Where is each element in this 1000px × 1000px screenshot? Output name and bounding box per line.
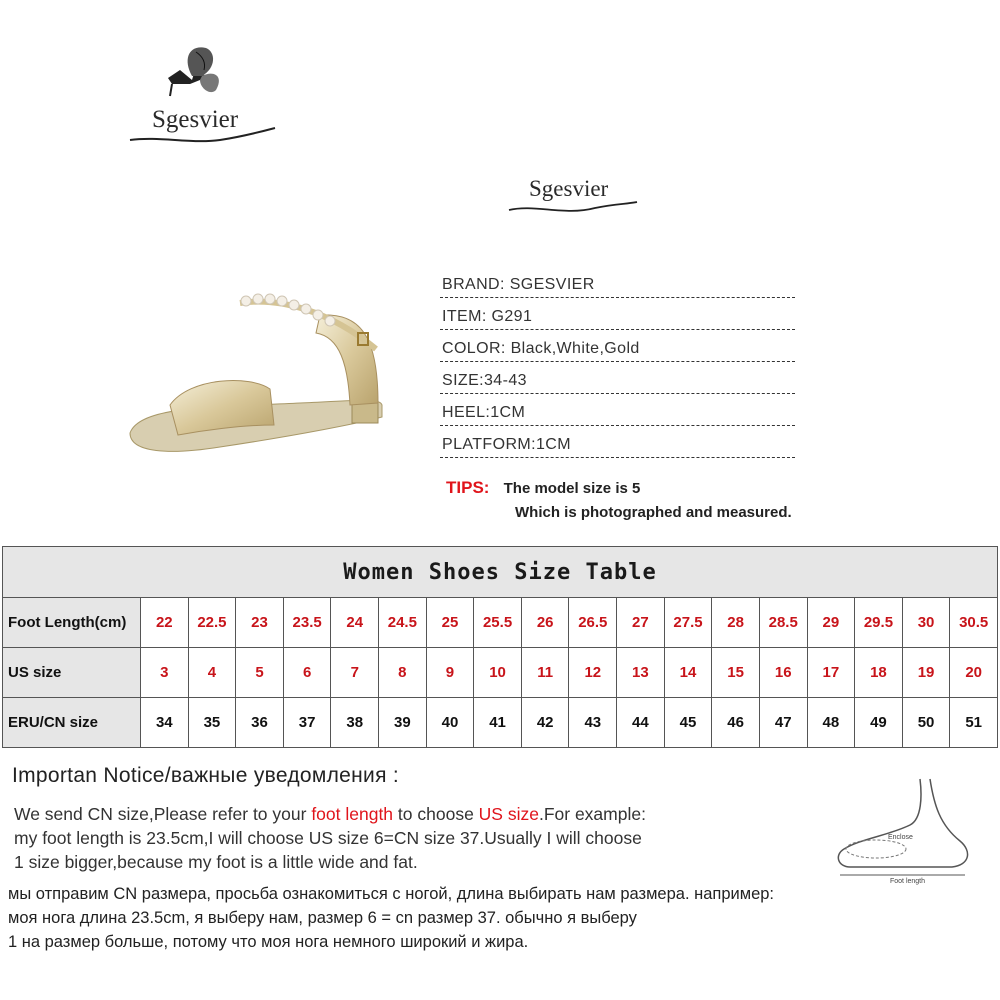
spec-item: ITEM: G291 [440,298,795,330]
table-cell: 18 [855,648,903,698]
table-cell: 23.5 [283,598,331,648]
table-cell: 47 [759,698,807,748]
table-cell: 46 [712,698,760,748]
table-cell: 30.5 [950,598,998,648]
tips-line-1: The model size is 5 [503,480,641,497]
table-cell: 37 [283,698,331,748]
table-cell: 26.5 [569,598,617,648]
table-cell: 8 [379,648,427,698]
table-cell: 16 [759,648,807,698]
table-cell: 45 [664,698,712,748]
tips-label: TIPS: [446,478,490,497]
table-cell: 28 [712,598,760,648]
table-cell: 3 [141,648,189,698]
table-cell: 6 [283,648,331,698]
notice-english [14,802,804,874]
size-table-title: Women Shoes Size Table [3,547,998,598]
table-cell: 7 [331,648,379,698]
enclose-label: Enclose [888,834,913,841]
foot-outline-icon [830,775,980,885]
brand-name: Sgesvier [529,176,609,201]
notice-en-line-2: my foot length is 23.5cm,I will choose US size 6=CN size 37.Usually I will choose [14,828,642,848]
table-cell: 43 [569,698,617,748]
notice-ru-line-1: мы отправим CN размера, просьба ознакомиться с ногой, длина выбирать нам размера. например: [8,885,775,903]
table-cell: 38 [331,698,379,748]
table-cell: 11 [521,648,569,698]
table-cell: 22 [141,598,189,648]
row-header: Foot Length(cm) [3,598,141,648]
brand-name: Sgesvier [152,106,239,133]
brand-logo-mid [505,168,645,228]
table-cell: 50 [902,698,950,748]
table-cell: 26 [521,598,569,648]
table-cell: 40 [426,698,474,748]
notice-title: Importan Notice/важные уведомления : [12,764,400,787]
table-cell: 17 [807,648,855,698]
table-cell: 24 [331,598,379,648]
table-cell: 51 [950,698,998,748]
table-cell: 22.5 [188,598,236,648]
table-cell: 15 [712,648,760,698]
table-row [3,598,998,648]
table-cell: 44 [617,698,665,748]
notice-russian [8,882,998,954]
spec-color: COLOR: Black,White,Gold [440,330,795,362]
table-cell: 41 [474,698,522,748]
foot-length-label: Foot length [890,878,926,885]
notice-ru-line-2: моя нога длина 23.5cm, я выберу нам, размер 6 = cn размер 37. обычно я выберу [8,909,637,927]
spec-size: SIZE:34-43 [440,362,795,394]
table-cell: 10 [474,648,522,698]
brand-logo-top [120,40,290,160]
table-cell: 29.5 [855,598,903,648]
table-cell: 30 [902,598,950,648]
table-row [3,698,998,748]
table-cell: 14 [664,648,712,698]
table-cell: 5 [236,648,284,698]
table-cell: 24.5 [379,598,427,648]
product-specs [440,266,795,458]
spec-heel: HEEL:1CM [440,394,795,426]
notice-en-line-1: We send CN size,Please refer to your foot length to choose US size.For example: [14,804,646,824]
table-cell: 25.5 [474,598,522,648]
table-cell: 28.5 [759,598,807,648]
size-table [2,546,998,748]
butterfly-heel-icon [120,40,290,160]
table-cell: 42 [521,698,569,748]
table-cell: 34 [141,698,189,748]
table-cell: 48 [807,698,855,748]
table-row [3,648,998,698]
table-cell: 20 [950,648,998,698]
row-header: ERU/CN size [3,698,141,748]
highlight-foot-length: foot length [311,804,394,824]
table-cell: 49 [855,698,903,748]
notice-en-line-3: 1 size bigger,because my foot is a little wide and fat. [14,852,418,872]
table-cell: 19 [902,648,950,698]
spec-brand: BRAND: SGESVIER [440,266,795,298]
highlight-us-size: US size [478,804,539,824]
table-cell: 25 [426,598,474,648]
tips-line-2: Which is photographed and measured. [515,504,792,521]
table-cell: 35 [188,698,236,748]
row-header: US size [3,648,141,698]
table-cell: 4 [188,648,236,698]
table-cell: 29 [807,598,855,648]
table-cell: 23 [236,598,284,648]
table-cell: 9 [426,648,474,698]
foot-measure-diagram [830,775,980,885]
tips-note [446,478,866,521]
sandal-product-image [120,285,400,465]
table-cell: 36 [236,698,284,748]
table-cell: 12 [569,648,617,698]
table-cell: 27 [617,598,665,648]
table-cell: 39 [379,698,427,748]
table-cell: 27.5 [664,598,712,648]
table-cell: 13 [617,648,665,698]
notice-ru-line-3: 1 на размер больше, потому что моя нога немного широкий и жира. [8,933,529,951]
spec-platform: PLATFORM:1CM [440,426,795,458]
